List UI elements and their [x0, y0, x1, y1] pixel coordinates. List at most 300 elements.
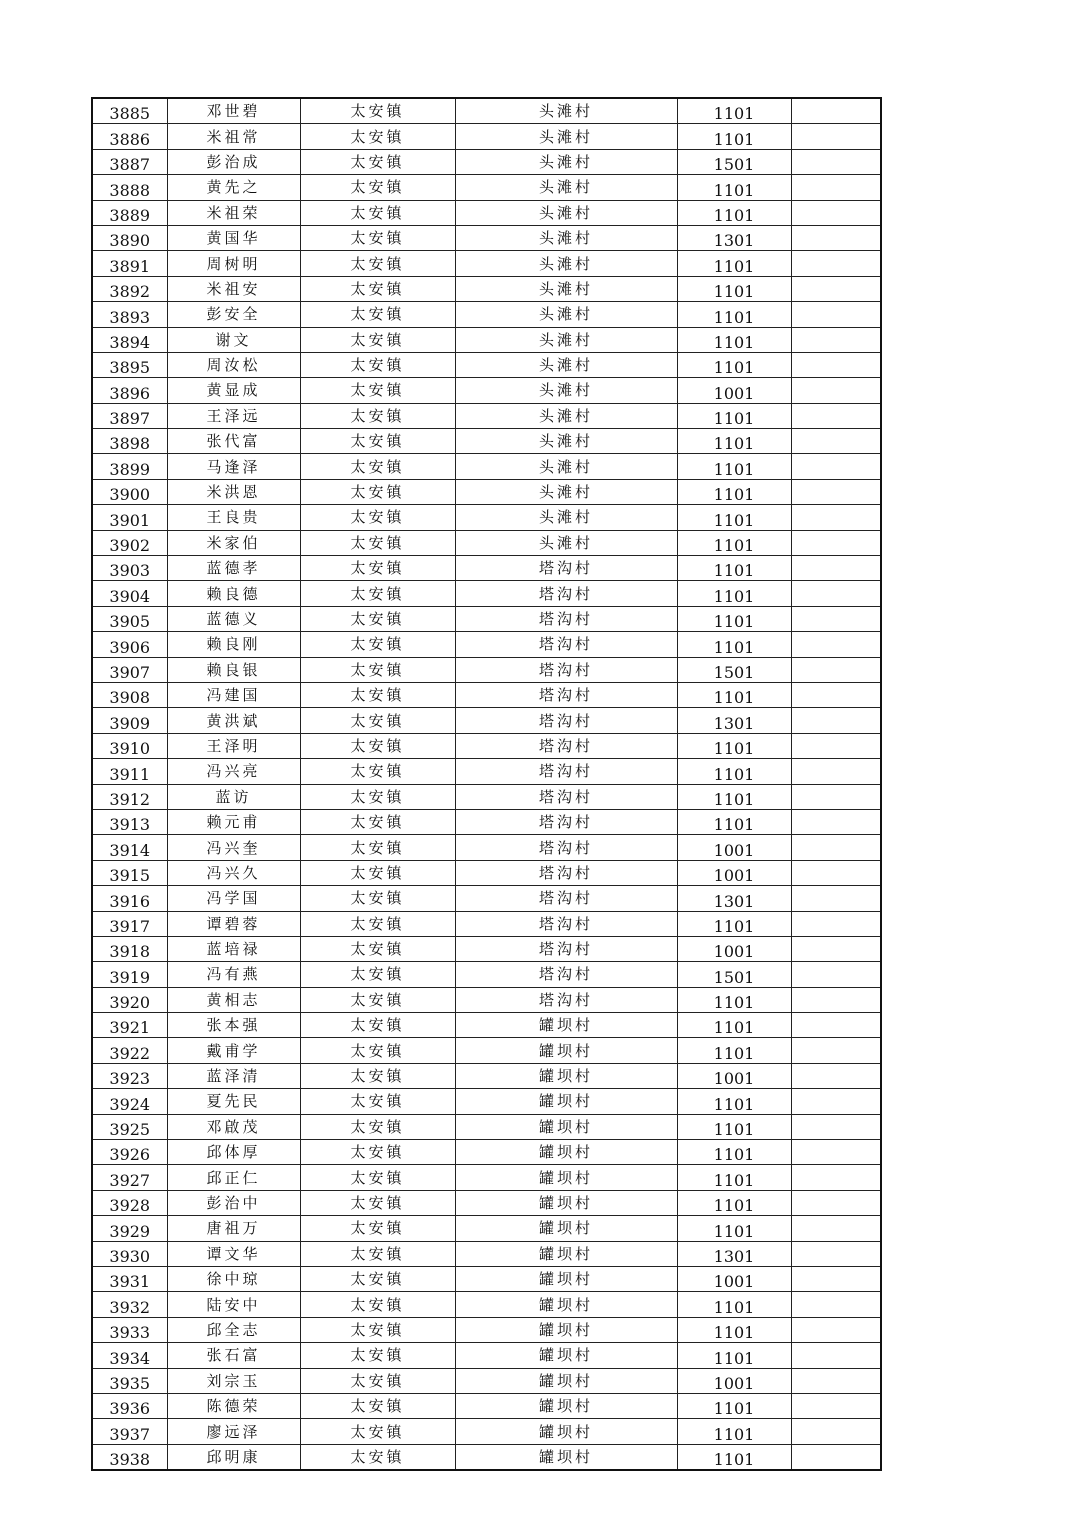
code-cell: 1101	[677, 403, 791, 428]
name-cell: 邱体厚	[167, 1140, 300, 1165]
remark-cell	[791, 682, 881, 707]
name-cell: 蓝培禄	[167, 936, 300, 961]
town-cell: 太安镇	[300, 1292, 455, 1317]
remark-cell	[791, 1241, 881, 1266]
row-number-cell: 3894	[92, 327, 167, 352]
town-cell: 太安镇	[300, 911, 455, 936]
table-row	[92, 1266, 881, 1291]
name-cell: 邱正仁	[167, 1165, 300, 1190]
code-cell: 1301	[677, 886, 791, 911]
row-number-cell: 3905	[92, 606, 167, 631]
town-cell: 太安镇	[300, 682, 455, 707]
town-cell: 太安镇	[300, 860, 455, 885]
name-cell: 陈德荣	[167, 1393, 300, 1418]
town-cell: 太安镇	[300, 987, 455, 1012]
village-cell: 塔沟村	[455, 632, 677, 657]
town-cell: 太安镇	[300, 530, 455, 555]
row-number-cell: 3906	[92, 632, 167, 657]
town-cell: 太安镇	[300, 556, 455, 581]
remark-cell	[791, 1038, 881, 1063]
row-number-cell: 3887	[92, 149, 167, 174]
town-cell: 太安镇	[300, 302, 455, 327]
village-cell: 罐坝村	[455, 1419, 677, 1444]
name-cell: 蓝访	[167, 784, 300, 809]
table-row	[92, 505, 881, 530]
town-cell: 太安镇	[300, 886, 455, 911]
village-cell: 头滩村	[455, 98, 677, 124]
name-cell: 冯兴久	[167, 860, 300, 885]
table-row	[92, 759, 881, 784]
row-number-cell: 3901	[92, 505, 167, 530]
row-number-cell: 3925	[92, 1114, 167, 1139]
table-row	[92, 962, 881, 987]
remark-cell	[791, 1343, 881, 1368]
remark-cell	[791, 302, 881, 327]
name-cell: 王泽明	[167, 733, 300, 758]
village-cell: 罐坝村	[455, 1292, 677, 1317]
code-cell: 1301	[677, 225, 791, 250]
row-number-cell: 3929	[92, 1216, 167, 1241]
town-cell: 太安镇	[300, 378, 455, 403]
row-number-cell: 3885	[92, 98, 167, 124]
town-cell: 太安镇	[300, 733, 455, 758]
village-cell: 头滩村	[455, 149, 677, 174]
code-cell: 1101	[677, 251, 791, 276]
code-cell: 1101	[677, 1165, 791, 1190]
name-cell: 谭文华	[167, 1241, 300, 1266]
table-row	[92, 530, 881, 555]
row-number-cell: 3892	[92, 276, 167, 301]
row-number-cell: 3926	[92, 1140, 167, 1165]
village-cell: 头滩村	[455, 302, 677, 327]
name-cell: 马逢泽	[167, 454, 300, 479]
table-row	[92, 606, 881, 631]
name-cell: 王良贵	[167, 505, 300, 530]
remark-cell	[791, 1063, 881, 1088]
name-cell: 米祖荣	[167, 200, 300, 225]
code-cell: 1101	[677, 682, 791, 707]
code-cell: 1101	[677, 1343, 791, 1368]
town-cell: 太安镇	[300, 403, 455, 428]
row-number-cell: 3930	[92, 1241, 167, 1266]
row-number-cell: 3938	[92, 1444, 167, 1470]
remark-cell	[791, 505, 881, 530]
village-cell: 塔沟村	[455, 657, 677, 682]
remark-cell	[791, 581, 881, 606]
town-cell: 太安镇	[300, 759, 455, 784]
town-cell: 太安镇	[300, 1089, 455, 1114]
remark-cell	[791, 327, 881, 352]
row-number-cell: 3907	[92, 657, 167, 682]
table-row	[92, 1190, 881, 1215]
town-cell: 太安镇	[300, 581, 455, 606]
village-cell: 塔沟村	[455, 886, 677, 911]
town-cell: 太安镇	[300, 1114, 455, 1139]
code-cell: 1101	[677, 1190, 791, 1215]
table-row	[92, 327, 881, 352]
code-cell: 1101	[677, 175, 791, 200]
name-cell: 米家伯	[167, 530, 300, 555]
town-cell: 太安镇	[300, 936, 455, 961]
remark-cell	[791, 1216, 881, 1241]
remark-cell	[791, 378, 881, 403]
record-table-container	[91, 97, 882, 1471]
name-cell: 张本强	[167, 1013, 300, 1038]
table-row	[92, 378, 881, 403]
row-number-cell: 3911	[92, 759, 167, 784]
row-number-cell: 3889	[92, 200, 167, 225]
table-row	[92, 1063, 881, 1088]
town-cell: 太安镇	[300, 479, 455, 504]
code-cell: 1101	[677, 632, 791, 657]
remark-cell	[791, 733, 881, 758]
town-cell: 太安镇	[300, 1266, 455, 1291]
code-cell: 1101	[677, 327, 791, 352]
remark-cell	[791, 784, 881, 809]
row-number-cell: 3914	[92, 835, 167, 860]
table-row	[92, 149, 881, 174]
name-cell: 米祖常	[167, 124, 300, 149]
remark-cell	[791, 429, 881, 454]
village-cell: 塔沟村	[455, 835, 677, 860]
village-cell: 头滩村	[455, 124, 677, 149]
row-number-cell: 3928	[92, 1190, 167, 1215]
remark-cell	[791, 1419, 881, 1444]
code-cell: 1001	[677, 378, 791, 403]
village-cell: 头滩村	[455, 251, 677, 276]
code-cell: 1101	[677, 124, 791, 149]
table-row	[92, 1343, 881, 1368]
code-cell: 1101	[677, 1444, 791, 1470]
code-cell: 1101	[677, 1317, 791, 1342]
town-cell: 太安镇	[300, 632, 455, 657]
table-row	[92, 708, 881, 733]
table-row	[92, 657, 881, 682]
code-cell: 1301	[677, 1241, 791, 1266]
code-cell: 1101	[677, 1038, 791, 1063]
row-number-cell: 3924	[92, 1089, 167, 1114]
row-number-cell: 3888	[92, 175, 167, 200]
name-cell: 邱全志	[167, 1317, 300, 1342]
code-cell: 1101	[677, 784, 791, 809]
table-row	[92, 860, 881, 885]
row-number-cell: 3917	[92, 911, 167, 936]
remark-cell	[791, 886, 881, 911]
village-cell: 塔沟村	[455, 682, 677, 707]
village-cell: 塔沟村	[455, 733, 677, 758]
name-cell: 冯有燕	[167, 962, 300, 987]
table-row	[92, 429, 881, 454]
name-cell: 张代富	[167, 429, 300, 454]
code-cell: 1101	[677, 352, 791, 377]
remark-cell	[791, 987, 881, 1012]
remark-cell	[791, 606, 881, 631]
row-number-cell: 3918	[92, 936, 167, 961]
row-number-cell: 3897	[92, 403, 167, 428]
name-cell: 赖元甫	[167, 809, 300, 834]
name-cell: 赖良刚	[167, 632, 300, 657]
town-cell: 太安镇	[300, 454, 455, 479]
code-cell: 1101	[677, 1292, 791, 1317]
town-cell: 太安镇	[300, 98, 455, 124]
table-row	[92, 1140, 881, 1165]
village-cell: 罐坝村	[455, 1013, 677, 1038]
row-number-cell: 3896	[92, 378, 167, 403]
name-cell: 徐中琼	[167, 1266, 300, 1291]
code-cell: 1101	[677, 1393, 791, 1418]
code-cell: 1501	[677, 149, 791, 174]
remark-cell	[791, 632, 881, 657]
town-cell: 太安镇	[300, 1393, 455, 1418]
record-table-body	[92, 98, 881, 1470]
table-row	[92, 632, 881, 657]
village-cell: 罐坝村	[455, 1317, 677, 1342]
row-number-cell: 3893	[92, 302, 167, 327]
table-row	[92, 1419, 881, 1444]
row-number-cell: 3927	[92, 1165, 167, 1190]
village-cell: 塔沟村	[455, 809, 677, 834]
table-row	[92, 1165, 881, 1190]
town-cell: 太安镇	[300, 1216, 455, 1241]
name-cell: 蓝德义	[167, 606, 300, 631]
row-number-cell: 3933	[92, 1317, 167, 1342]
village-cell: 罐坝村	[455, 1063, 677, 1088]
row-number-cell: 3922	[92, 1038, 167, 1063]
village-cell: 罐坝村	[455, 1089, 677, 1114]
remark-cell	[791, 1165, 881, 1190]
code-cell: 1101	[677, 454, 791, 479]
code-cell: 1001	[677, 936, 791, 961]
name-cell: 彭治成	[167, 149, 300, 174]
village-cell: 塔沟村	[455, 860, 677, 885]
town-cell: 太安镇	[300, 1038, 455, 1063]
name-cell: 米洪恩	[167, 479, 300, 504]
village-cell: 罐坝村	[455, 1190, 677, 1215]
village-cell: 头滩村	[455, 175, 677, 200]
name-cell: 刘宗玉	[167, 1368, 300, 1393]
village-cell: 罐坝村	[455, 1368, 677, 1393]
code-cell: 1101	[677, 809, 791, 834]
village-cell: 塔沟村	[455, 784, 677, 809]
town-cell: 太安镇	[300, 1343, 455, 1368]
row-number-cell: 3891	[92, 251, 167, 276]
name-cell: 冯学国	[167, 886, 300, 911]
code-cell: 1501	[677, 962, 791, 987]
name-cell: 夏先民	[167, 1089, 300, 1114]
row-number-cell: 3936	[92, 1393, 167, 1418]
table-row	[92, 784, 881, 809]
remark-cell	[791, 1393, 881, 1418]
code-cell: 1101	[677, 98, 791, 124]
code-cell: 1101	[677, 1140, 791, 1165]
remark-cell	[791, 1089, 881, 1114]
town-cell: 太安镇	[300, 429, 455, 454]
row-number-cell: 3919	[92, 962, 167, 987]
remark-cell	[791, 1266, 881, 1291]
table-row	[92, 809, 881, 834]
village-cell: 塔沟村	[455, 606, 677, 631]
code-cell: 1101	[677, 733, 791, 758]
code-cell: 1001	[677, 1368, 791, 1393]
table-row	[92, 479, 881, 504]
table-row	[92, 403, 881, 428]
name-cell: 邓啟茂	[167, 1114, 300, 1139]
name-cell: 黄洪斌	[167, 708, 300, 733]
code-cell: 1101	[677, 530, 791, 555]
town-cell: 太安镇	[300, 835, 455, 860]
table-row	[92, 276, 881, 301]
remark-cell	[791, 403, 881, 428]
town-cell: 太安镇	[300, 1063, 455, 1088]
table-row	[92, 175, 881, 200]
table-row	[92, 886, 881, 911]
village-cell: 头滩村	[455, 200, 677, 225]
code-cell: 1101	[677, 1013, 791, 1038]
row-number-cell: 3937	[92, 1419, 167, 1444]
remark-cell	[791, 556, 881, 581]
town-cell: 太安镇	[300, 200, 455, 225]
name-cell: 邱明康	[167, 1444, 300, 1470]
town-cell: 太安镇	[300, 1368, 455, 1393]
village-cell: 头滩村	[455, 454, 677, 479]
remark-cell	[791, 98, 881, 124]
name-cell: 邓世碧	[167, 98, 300, 124]
row-number-cell: 3932	[92, 1292, 167, 1317]
code-cell: 1101	[677, 200, 791, 225]
remark-cell	[791, 860, 881, 885]
table-row	[92, 987, 881, 1012]
name-cell: 黄显成	[167, 378, 300, 403]
village-cell: 头滩村	[455, 327, 677, 352]
table-row	[92, 911, 881, 936]
name-cell: 廖远泽	[167, 1419, 300, 1444]
village-cell: 头滩村	[455, 352, 677, 377]
town-cell: 太安镇	[300, 1140, 455, 1165]
remark-cell	[791, 1140, 881, 1165]
row-number-cell: 3935	[92, 1368, 167, 1393]
remark-cell	[791, 1368, 881, 1393]
village-cell: 塔沟村	[455, 708, 677, 733]
table-row	[92, 352, 881, 377]
remark-cell	[791, 479, 881, 504]
village-cell: 塔沟村	[455, 759, 677, 784]
table-row	[92, 581, 881, 606]
town-cell: 太安镇	[300, 1444, 455, 1470]
name-cell: 黄先之	[167, 175, 300, 200]
town-cell: 太安镇	[300, 1419, 455, 1444]
town-cell: 太安镇	[300, 1190, 455, 1215]
remark-cell	[791, 911, 881, 936]
name-cell: 王泽远	[167, 403, 300, 428]
town-cell: 太安镇	[300, 327, 455, 352]
remark-cell	[791, 1317, 881, 1342]
code-cell: 1101	[677, 606, 791, 631]
village-cell: 罐坝村	[455, 1266, 677, 1291]
name-cell: 米祖安	[167, 276, 300, 301]
record-table	[91, 97, 882, 1471]
remark-cell	[791, 708, 881, 733]
town-cell: 太安镇	[300, 606, 455, 631]
remark-cell	[791, 352, 881, 377]
code-cell: 1301	[677, 708, 791, 733]
row-number-cell: 3890	[92, 225, 167, 250]
table-row	[92, 1292, 881, 1317]
code-cell: 1501	[677, 657, 791, 682]
name-cell: 陆安中	[167, 1292, 300, 1317]
row-number-cell: 3912	[92, 784, 167, 809]
name-cell: 张石富	[167, 1343, 300, 1368]
code-cell: 1101	[677, 505, 791, 530]
code-cell: 1101	[677, 581, 791, 606]
code-cell: 1101	[677, 429, 791, 454]
name-cell: 周汝松	[167, 352, 300, 377]
remark-cell	[791, 1013, 881, 1038]
code-cell: 1001	[677, 1266, 791, 1291]
row-number-cell: 3916	[92, 886, 167, 911]
remark-cell	[791, 251, 881, 276]
name-cell: 赖良银	[167, 657, 300, 682]
table-row	[92, 556, 881, 581]
row-number-cell: 3886	[92, 124, 167, 149]
remark-cell	[791, 657, 881, 682]
name-cell: 彭治中	[167, 1190, 300, 1215]
town-cell: 太安镇	[300, 1165, 455, 1190]
code-cell: 1101	[677, 302, 791, 327]
town-cell: 太安镇	[300, 251, 455, 276]
code-cell: 1101	[677, 987, 791, 1012]
village-cell: 罐坝村	[455, 1038, 677, 1063]
code-cell: 1001	[677, 1063, 791, 1088]
town-cell: 太安镇	[300, 352, 455, 377]
village-cell: 罐坝村	[455, 1165, 677, 1190]
row-number-cell: 3904	[92, 581, 167, 606]
village-cell: 头滩村	[455, 530, 677, 555]
name-cell: 蓝德孝	[167, 556, 300, 581]
row-number-cell: 3934	[92, 1343, 167, 1368]
name-cell: 蓝泽清	[167, 1063, 300, 1088]
village-cell: 罐坝村	[455, 1444, 677, 1470]
village-cell: 罐坝村	[455, 1216, 677, 1241]
remark-cell	[791, 276, 881, 301]
name-cell: 赖良德	[167, 581, 300, 606]
village-cell: 头滩村	[455, 505, 677, 530]
code-cell: 1101	[677, 1216, 791, 1241]
remark-cell	[791, 809, 881, 834]
name-cell: 冯兴亮	[167, 759, 300, 784]
row-number-cell: 3909	[92, 708, 167, 733]
town-cell: 太安镇	[300, 708, 455, 733]
name-cell: 谢文	[167, 327, 300, 352]
table-row	[92, 1317, 881, 1342]
town-cell: 太安镇	[300, 962, 455, 987]
code-cell: 1101	[677, 1089, 791, 1114]
village-cell: 头滩村	[455, 378, 677, 403]
remark-cell	[791, 530, 881, 555]
village-cell: 塔沟村	[455, 987, 677, 1012]
remark-cell	[791, 962, 881, 987]
name-cell: 彭安全	[167, 302, 300, 327]
name-cell: 戴甫学	[167, 1038, 300, 1063]
remark-cell	[791, 835, 881, 860]
town-cell: 太安镇	[300, 175, 455, 200]
row-number-cell: 3899	[92, 454, 167, 479]
row-number-cell: 3913	[92, 809, 167, 834]
table-row	[92, 124, 881, 149]
remark-cell	[791, 124, 881, 149]
row-number-cell: 3931	[92, 1266, 167, 1291]
table-row	[92, 200, 881, 225]
name-cell: 冯兴奎	[167, 835, 300, 860]
